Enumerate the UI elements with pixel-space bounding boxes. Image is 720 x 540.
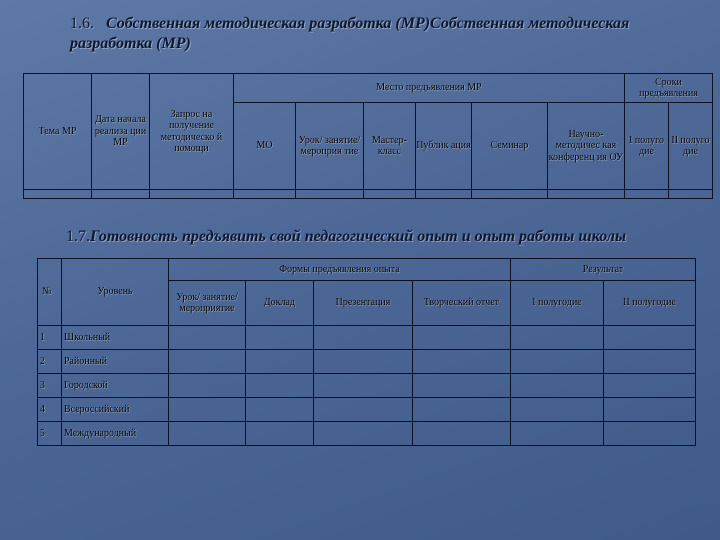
experience-table <box>37 258 696 446</box>
table-cell[interactable] <box>669 190 713 199</box>
mr-col-seminar: Семинар <box>472 103 548 190</box>
table-cell[interactable] <box>314 398 413 422</box>
exp-col-result-2: II полугодие <box>604 281 696 326</box>
mr-col-lesson: Урок/ занятие/ мероприя тие <box>296 103 364 190</box>
exp-col-report: Доклад <box>246 281 314 326</box>
table-cell[interactable] <box>314 374 413 398</box>
mr-col-topic: Тема МР <box>24 74 92 190</box>
table-cell[interactable] <box>246 326 314 350</box>
mr-col-conference: Научно- методичес кая конференц ия ОУ <box>548 103 625 190</box>
row-number: 3 <box>38 374 62 398</box>
mr-col-term-2: II полуго дие <box>669 103 713 190</box>
table-cell[interactable] <box>246 350 314 374</box>
table-cell[interactable] <box>472 190 548 199</box>
exp-forms-header: Формы предъявления опыта <box>169 259 511 281</box>
mr-col-help-request: Запрос на получение методическо й помощи <box>150 74 234 190</box>
mr-col-start-date: Дата начала реализа ции МР <box>92 74 150 190</box>
exp-col-creative-report: Творческий отчет <box>413 281 511 326</box>
table-row <box>38 374 696 398</box>
exp-col-level: Уровень <box>62 259 169 326</box>
table-cell[interactable] <box>314 326 413 350</box>
table-row <box>38 326 696 350</box>
mr-terms-header: Сроки предъявления <box>625 74 713 103</box>
table-cell[interactable] <box>169 422 246 446</box>
table-cell[interactable] <box>169 350 246 374</box>
table-cell[interactable] <box>604 326 696 350</box>
table-cell[interactable] <box>413 326 511 350</box>
section-mr-number: 1.6. <box>70 15 94 32</box>
row-level: Школьный <box>62 326 169 350</box>
row-number: 1 <box>38 326 62 350</box>
table-cell[interactable] <box>314 350 413 374</box>
row-number: 2 <box>38 350 62 374</box>
section-mr-heading <box>70 14 690 54</box>
table-cell[interactable] <box>296 190 364 199</box>
section-mr-title: Собственная методическая разработка (МР)Собственная методическая разработка (МР) <box>70 15 630 52</box>
section-exp-number: 1.7. <box>66 228 90 245</box>
mr-col-term-1: I полуго дие <box>625 103 669 190</box>
table-cell[interactable] <box>625 190 669 199</box>
table-cell[interactable] <box>511 350 604 374</box>
table-cell[interactable] <box>416 190 472 199</box>
mr-table <box>23 73 713 199</box>
table-row <box>38 350 696 374</box>
table-cell[interactable] <box>364 190 416 199</box>
table-cell[interactable] <box>24 190 92 199</box>
table-row <box>38 422 696 446</box>
table-cell[interactable] <box>413 422 511 446</box>
row-level: Всероссийский <box>62 398 169 422</box>
table-cell[interactable] <box>246 374 314 398</box>
table-cell[interactable] <box>150 190 234 199</box>
exp-col-lesson: Урок/ занятие/ мероприятие <box>169 281 246 326</box>
table-cell[interactable] <box>169 398 246 422</box>
row-level: Международный <box>62 422 169 446</box>
table-cell[interactable] <box>604 398 696 422</box>
exp-col-num: № <box>38 259 62 326</box>
section-exp-title: Готовность предъявить свой педагогический опыт и опыт работы школы <box>90 228 627 245</box>
table-cell[interactable] <box>169 374 246 398</box>
table-cell[interactable] <box>413 350 511 374</box>
table-cell[interactable] <box>413 398 511 422</box>
exp-col-result-1: I полугодие <box>511 281 604 326</box>
mr-place-header: Место предъявления МР <box>234 74 625 103</box>
row-number: 5 <box>38 422 62 446</box>
table-cell[interactable] <box>246 422 314 446</box>
table-cell[interactable] <box>604 350 696 374</box>
row-level: Городской <box>62 374 169 398</box>
exp-col-presentation: Презентация <box>314 281 413 326</box>
exp-result-header: Результат <box>511 259 696 281</box>
table-cell[interactable] <box>511 398 604 422</box>
table-cell[interactable] <box>246 398 314 422</box>
table-row <box>38 398 696 422</box>
row-number: 4 <box>38 398 62 422</box>
table-cell[interactable] <box>604 422 696 446</box>
table-cell[interactable] <box>234 190 296 199</box>
row-level: Районный <box>62 350 169 374</box>
mr-col-publication: Публик ация <box>416 103 472 190</box>
table-cell[interactable] <box>413 374 511 398</box>
table-cell[interactable] <box>604 374 696 398</box>
table-cell[interactable] <box>511 422 604 446</box>
table-cell[interactable] <box>511 374 604 398</box>
table-cell[interactable] <box>169 326 246 350</box>
mr-col-masterclass: Мастер- класс <box>364 103 416 190</box>
mr-col-mo: МО <box>234 103 296 190</box>
table-cell[interactable] <box>511 326 604 350</box>
section-exp-heading <box>66 227 706 247</box>
table-cell[interactable] <box>548 190 625 199</box>
table-cell[interactable] <box>92 190 150 199</box>
mr-empty-row <box>24 190 713 199</box>
table-cell[interactable] <box>314 422 413 446</box>
